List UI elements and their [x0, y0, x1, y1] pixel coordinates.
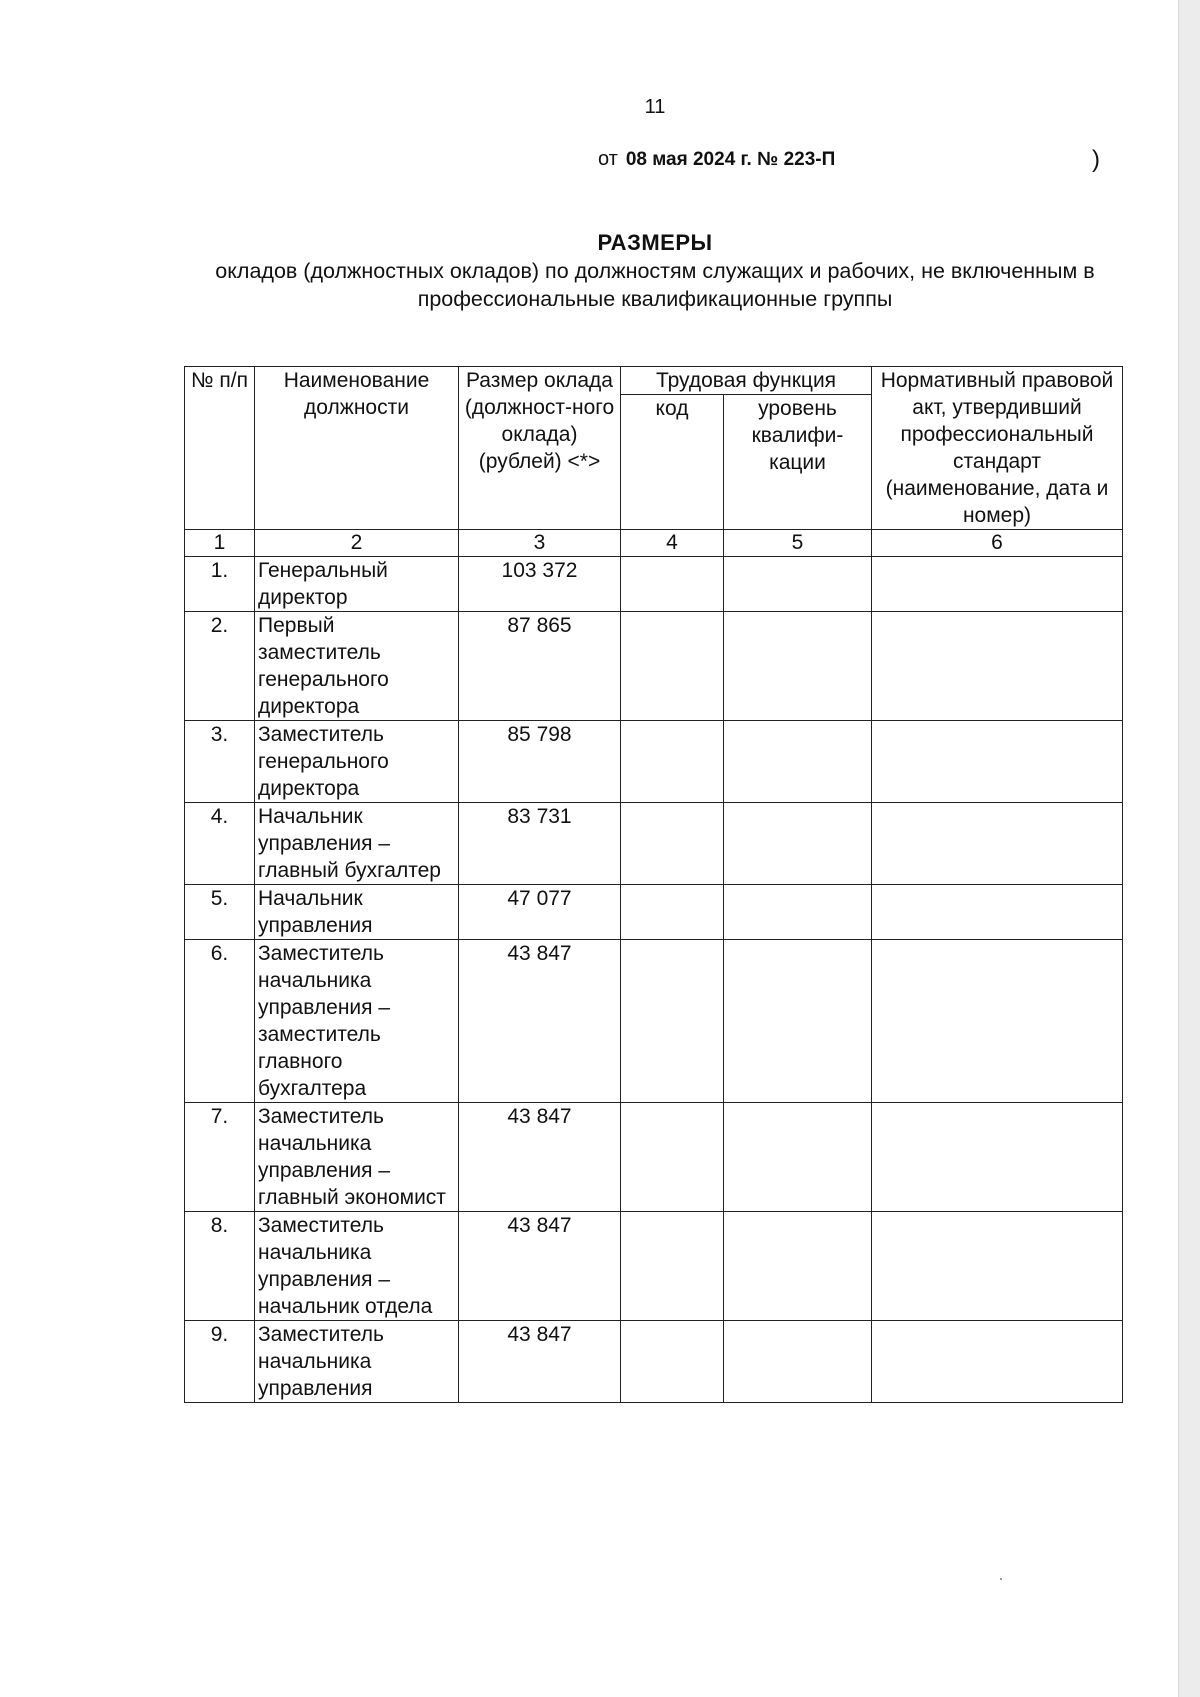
salary-value: 43 847: [459, 1321, 621, 1403]
column-number: 4: [621, 530, 724, 557]
reference-closing-paren: ): [1092, 146, 1100, 173]
qualification-level: [724, 721, 872, 803]
professional-standard: [872, 885, 1123, 940]
position-name: Заместитель начальника управления – начальник отдела: [255, 1212, 459, 1321]
document-reference: [598, 148, 835, 171]
row-number: 7.: [185, 1103, 255, 1212]
reference-date-number: 08 мая 2024 г. № 223-П: [625, 149, 836, 170]
salary-value: 43 847: [459, 1103, 621, 1212]
professional-standard: [872, 721, 1123, 803]
document-title: РАЗМЕРЫ: [597, 230, 713, 255]
function-code: [621, 557, 724, 612]
professional-standard: [872, 1212, 1123, 1321]
qualification-level: [724, 1321, 872, 1403]
qualification-level: [724, 612, 872, 721]
professional-standard: [872, 612, 1123, 721]
salary-value: 43 847: [459, 1212, 621, 1321]
table-row: [185, 803, 1123, 885]
function-code: [621, 1212, 724, 1321]
salary-value: 47 077: [459, 885, 621, 940]
position-name: Первый заместитель генерального директора: [255, 612, 459, 721]
position-name: Начальник управления: [255, 885, 459, 940]
function-code: [621, 803, 724, 885]
row-number: 2.: [185, 612, 255, 721]
column-number: 1: [185, 530, 255, 557]
function-code: [621, 885, 724, 940]
salary-value: 85 798: [459, 721, 621, 803]
row-number: 1.: [185, 557, 255, 612]
table-row: [185, 885, 1123, 940]
header-num: № п/п: [185, 367, 255, 530]
table-row: [185, 1321, 1123, 1403]
professional-standard: [872, 940, 1123, 1103]
professional-standard: [872, 803, 1123, 885]
position-name: Начальник управления – главный бухгалтер: [255, 803, 459, 885]
position-name: Заместитель начальника управления: [255, 1321, 459, 1403]
column-number-row: [185, 530, 1123, 557]
position-name: Заместитель начальника управления – заместитель главного бухгалтера: [255, 940, 459, 1103]
header-salary: Размер оклада (должност-ного оклада) (рублей) <*>: [459, 367, 621, 530]
page-number: 11: [644, 96, 666, 118]
table-header-row: [185, 367, 1123, 395]
position-name: Заместитель начальника управления – главный экономист: [255, 1103, 459, 1212]
salary-value: 43 847: [459, 940, 621, 1103]
table-row: [185, 940, 1123, 1103]
professional-standard: [872, 1321, 1123, 1403]
qualification-level: [724, 1103, 872, 1212]
position-name: Генеральный директор: [255, 557, 459, 612]
qualification-level: [724, 803, 872, 885]
document-subtitle: окладов (должностных окладов) по должностям служащих и рабочих, не включенным в профессиональные квалификационные группы: [215, 259, 1095, 311]
row-number: 6.: [185, 940, 255, 1103]
reference-prefix: от: [598, 148, 618, 170]
table-row: [185, 1103, 1123, 1212]
header-code: код: [621, 395, 724, 530]
row-number: 4.: [185, 803, 255, 885]
qualification-level: [724, 885, 872, 940]
header-level: уровень квалифи-кации: [724, 395, 872, 530]
row-number: 8.: [185, 1212, 255, 1321]
salary-value: 103 372: [459, 557, 621, 612]
professional-standard: [872, 557, 1123, 612]
function-code: [621, 721, 724, 803]
column-number: 6: [872, 530, 1123, 557]
row-number: 3.: [185, 721, 255, 803]
header-name: Наименование должности: [255, 367, 459, 530]
scan-speck: [1000, 1578, 1002, 1580]
function-code: [621, 940, 724, 1103]
row-number: 9.: [185, 1321, 255, 1403]
column-number: 2: [255, 530, 459, 557]
column-number: 5: [724, 530, 872, 557]
column-number: 3: [459, 530, 621, 557]
header-labor-function: Трудовая функция: [621, 367, 872, 395]
table-row: [185, 557, 1123, 612]
qualification-level: [724, 1212, 872, 1321]
salary-value: 87 865: [459, 612, 621, 721]
qualification-level: [724, 940, 872, 1103]
header-standard: Нормативный правовой акт, утвердивший профессиональный стандарт (наименование, дата и номер): [872, 367, 1123, 530]
function-code: [621, 1103, 724, 1212]
qualification-level: [724, 557, 872, 612]
salary-table: [184, 366, 1123, 1403]
row-number: 5.: [185, 885, 255, 940]
table-row: [185, 1212, 1123, 1321]
position-name: Заместитель генерального директора: [255, 721, 459, 803]
function-code: [621, 1321, 724, 1403]
function-code: [621, 612, 724, 721]
professional-standard: [872, 1103, 1123, 1212]
salary-value: 83 731: [459, 803, 621, 885]
table-row: [185, 612, 1123, 721]
table-row: [185, 721, 1123, 803]
